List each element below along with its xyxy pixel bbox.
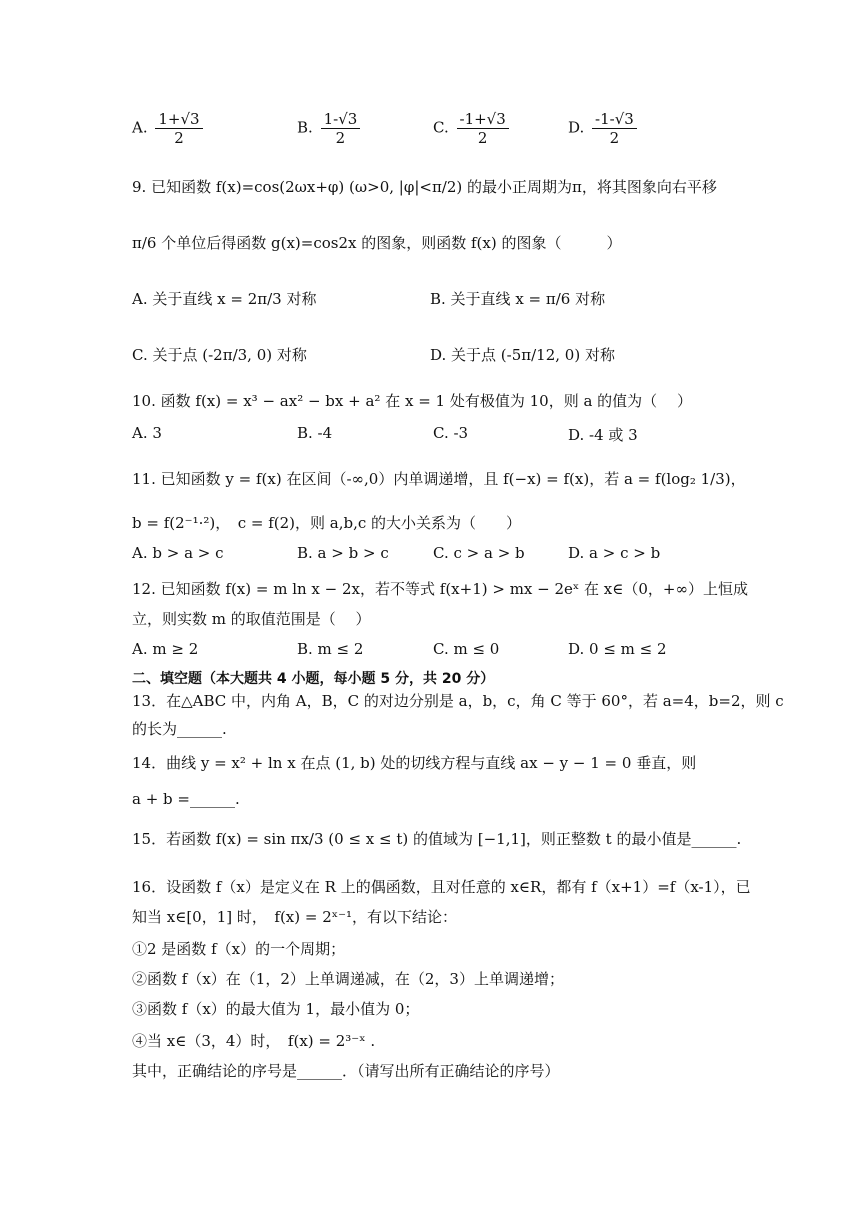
fraction [321,110,361,147]
q12-stem-line1: 12. 已知函数 f(x) = m ln x − 2x，若不等式 f(x+1) > mx − 2eˣ 在 x∈（0，+∞）上恒成 [132,580,748,598]
q16-item-4: ④当 x∈（3，4）时， f(x) = 2³⁻ˣ . [132,1032,376,1050]
option-label: D. [568,118,585,137]
q10-option-c: C. -3 [433,424,469,442]
q8-option-a [132,110,206,147]
q12-option-c: C. m ≤ 0 [433,640,500,658]
numerator: -1-√3 [592,110,637,129]
q12-option-d: D. 0 ≤ m ≤ 2 [568,640,667,658]
q13-stem-line1: 13．在△ABC 中，内角 A，B，C 的对边分别是 a，b，c，角 C 等于 60°，若 a=4，b=2，则 c [132,692,784,710]
denominator: 2 [335,129,346,147]
q11-option-b: B. a > b > c [297,544,389,562]
q11-stem-line2: b = f(2⁻¹·²)， c = f(2)，则 a,b,c 的大小关系为（ ） [132,514,522,532]
q10-option-a: A. 3 [132,424,162,442]
option-label: C. [433,118,449,137]
q16-stem-line1: 16．设函数 f（x）是定义在 R 上的偶函数，且对任意的 x∈R，都有 f（x+1）=f（x-1），已 [132,878,751,896]
q16-stem-line2: 知当 x∈[0，1] 时， f(x) = 2ˣ⁻¹，有以下结论： [132,908,458,926]
q11-option-d: D. a > c > b [568,544,661,562]
q16-item-3: ③函数 f（x）的最大值为 1，最小值为 0； [132,1000,420,1018]
q9-option-d: D. 关于点 (-5π/12, 0) 对称 [430,346,615,364]
section-heading-fill-in: 二、填空题（本大题共 4 小题，每小题 5 分，共 20 分） [132,671,495,687]
fraction [457,110,509,147]
numerator: -1+√3 [457,110,509,129]
numerator: 1+√3 [155,110,202,129]
option-label: B. [297,118,313,137]
numerator: 1-√3 [321,110,361,129]
q11-option-a: A. b > a > c [132,544,224,562]
q11-stem-line1: 11. 已知函数 y = f(x) 在区间（-∞,0）内单调递增，且 f(−x) = f(x)，若 a = f(log₂ 1/3)， [132,470,746,488]
q10-option-b: B. -4 [297,424,333,442]
q14-stem-line1: 14．曲线 y = x² + ln x 在点 (1, b) 处的切线方程与直线 ax − y − 1 = 0 垂直，则 [132,754,697,772]
q8-option-d [568,110,640,147]
q9-stem-line1: 9. 已知函数 f(x)=cos(2ωx+φ) (ω>0, |φ|<π/2) 的最小正周期为π，将其图象向右平移 [132,178,717,196]
denominator: 2 [477,129,488,147]
fraction [592,110,637,147]
q9-option-a: A. 关于直线 x = 2π/3 对称 [132,290,317,308]
q11-option-c: C. c > a > b [433,544,525,562]
q9-option-b: B. 关于直线 x = π/6 对称 [430,290,606,308]
q16-closing: 其中，正确结论的序号是______．（请写出所有正确结论的序号） [132,1062,560,1080]
q10-stem: 10. 函数 f(x) = x³ − ax² − bx + a² 在 x = 1 处有极值为 10，则 a 的值为（ ） [132,392,692,410]
q12-stem-line2: 立，则实数 m 的取值范围是（ ） [132,610,371,628]
option-label: A. [132,118,148,137]
q16-item-1: ①2 是函数 f（x）的一个周期； [132,940,346,958]
q16-item-2: ②函数 f（x）在（1，2）上单调递减，在（2，3）上单调递增； [132,970,564,988]
denominator: 2 [609,129,620,147]
q9-stem-line2: π/6 个单位后得函数 g(x)=cos2x 的图象，则函数 f(x) 的图象（ ） [132,234,622,252]
q8-option-c [433,110,512,147]
denominator: 2 [174,129,184,147]
q15-stem: 15．若函数 f(x) = sin πx/3 (0 ≤ x ≤ t) 的值域为 [−1,1]，则正整数 t 的最小值是______. [132,830,742,848]
fraction [155,110,202,147]
q10-option-d: D. -4 或 3 [568,426,638,444]
q8-option-b [297,110,363,147]
q12-option-a: A. m ≥ 2 [132,640,199,658]
q9-option-c: C. 关于点 (-2π/3, 0) 对称 [132,346,307,364]
q12-option-b: B. m ≤ 2 [297,640,364,658]
q14-stem-line2: a + b =______. [132,790,240,808]
q13-stem-line2: 的长为______. [132,720,227,738]
